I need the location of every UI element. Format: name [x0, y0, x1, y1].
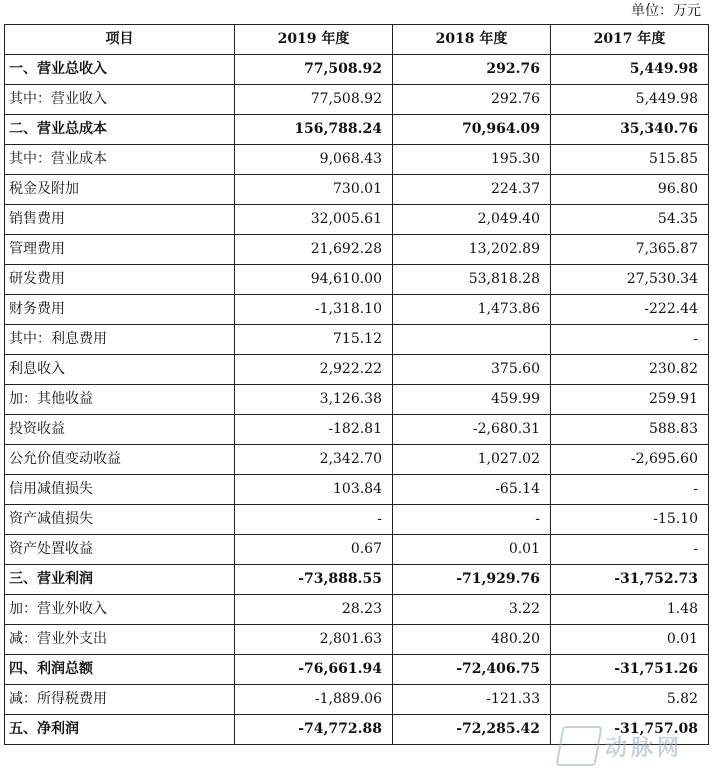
value-2018: -65.14 — [393, 475, 551, 505]
table-row — [5, 385, 709, 415]
row-label: 五、净利润 — [5, 715, 235, 745]
value-2018: 459.99 — [393, 385, 551, 415]
value-2019: 77,508.92 — [235, 55, 393, 85]
row-label: 一、营业总收入 — [5, 55, 235, 85]
value-2017: 515.85 — [551, 145, 709, 175]
value-2019: - — [235, 505, 393, 535]
value-2018: - — [393, 505, 551, 535]
table-row — [5, 565, 709, 595]
vb-logo-icon — [555, 726, 602, 766]
row-label: 加：营业外收入 — [5, 595, 235, 625]
row-label: 四、利润总额 — [5, 655, 235, 685]
row-label: 减：营业外支出 — [5, 625, 235, 655]
value-2017: 54.35 — [551, 205, 709, 235]
table-row — [5, 175, 709, 205]
value-2017: 1.48 — [551, 595, 709, 625]
value-2018: 53,818.28 — [393, 265, 551, 295]
value-2019: -1,889.06 — [235, 685, 393, 715]
row-label: 公允价值变动收益 — [5, 445, 235, 475]
watermark-text: 动脉网 — [604, 735, 683, 761]
value-2018: 224.37 — [393, 175, 551, 205]
table-row — [5, 295, 709, 325]
header-2018: 2018 年度 — [393, 25, 551, 55]
table-row — [5, 355, 709, 385]
table-body — [5, 55, 709, 745]
value-2017: 5.82 — [551, 685, 709, 715]
unit-label: 单位：万元 — [631, 3, 701, 19]
value-2019: 28.23 — [235, 595, 393, 625]
table-row — [5, 655, 709, 685]
value-2017: -15.10 — [551, 505, 709, 535]
value-2019: -76,661.94 — [235, 655, 393, 685]
table-row — [5, 205, 709, 235]
row-label: 其中：利息费用 — [5, 325, 235, 355]
table-row — [5, 325, 709, 355]
row-label: 管理费用 — [5, 235, 235, 265]
value-2017: 588.83 — [551, 415, 709, 445]
value-2018 — [393, 325, 551, 355]
row-label: 资产减值损失 — [5, 505, 235, 535]
value-2018: -2,680.31 — [393, 415, 551, 445]
value-2017: 96.80 — [551, 175, 709, 205]
value-2018: -121.33 — [393, 685, 551, 715]
row-label: 二、营业总成本 — [5, 115, 235, 145]
value-2018: 2,049.40 — [393, 205, 551, 235]
row-label: 三、营业利润 — [5, 565, 235, 595]
value-2019: 715.12 — [235, 325, 393, 355]
value-2017: - — [551, 475, 709, 505]
value-2018: -71,929.76 — [393, 565, 551, 595]
table-row — [5, 265, 709, 295]
row-label: 其中：营业收入 — [5, 85, 235, 115]
value-2017: -31,751.26 — [551, 655, 709, 685]
table-row — [5, 235, 709, 265]
value-2019: 156,788.24 — [235, 115, 393, 145]
value-2018: 3.22 — [393, 595, 551, 625]
table-row — [5, 85, 709, 115]
row-label: 财务费用 — [5, 295, 235, 325]
value-2018: 375.60 — [393, 355, 551, 385]
table-row — [5, 535, 709, 565]
value-2019: 730.01 — [235, 175, 393, 205]
value-2019: 0.67 — [235, 535, 393, 565]
value-2018: 1,027.02 — [393, 445, 551, 475]
value-2019: 21,692.28 — [235, 235, 393, 265]
value-2017: -2,695.60 — [551, 445, 709, 475]
value-2019: 103.84 — [235, 475, 393, 505]
value-2017: 35,340.76 — [551, 115, 709, 145]
table-row — [5, 115, 709, 145]
row-label: 其中：营业成本 — [5, 145, 235, 175]
value-2019: 2,801.63 — [235, 625, 393, 655]
row-label: 加：其他收益 — [5, 385, 235, 415]
value-2019: 3,126.38 — [235, 385, 393, 415]
value-2018: 13,202.89 — [393, 235, 551, 265]
value-2018: 480.20 — [393, 625, 551, 655]
value-2018: 70,964.09 — [393, 115, 551, 145]
table-row — [5, 55, 709, 85]
income-statement-table — [4, 24, 709, 745]
value-2017: 5,449.98 — [551, 85, 709, 115]
row-label: 信用减值损失 — [5, 475, 235, 505]
value-2018: 195.30 — [393, 145, 551, 175]
value-2017: -31,752.73 — [551, 565, 709, 595]
value-2017: 0.01 — [551, 625, 709, 655]
table-row — [5, 415, 709, 445]
header-item: 项目 — [5, 25, 235, 55]
value-2017: 27,530.34 — [551, 265, 709, 295]
value-2019: 94,610.00 — [235, 265, 393, 295]
value-2019: -182.81 — [235, 415, 393, 445]
row-label: 销售费用 — [5, 205, 235, 235]
row-label: 投资收益 — [5, 415, 235, 445]
table-row — [5, 145, 709, 175]
row-label: 研发费用 — [5, 265, 235, 295]
value-2019: 2,342.70 — [235, 445, 393, 475]
value-2017: 259.91 — [551, 385, 709, 415]
value-2019: -73,888.55 — [235, 565, 393, 595]
value-2017: -222.44 — [551, 295, 709, 325]
value-2019: -74,772.88 — [235, 715, 393, 745]
value-2018: -72,406.75 — [393, 655, 551, 685]
table-row — [5, 625, 709, 655]
value-2019: 9,068.43 — [235, 145, 393, 175]
header-2017: 2017 年度 — [551, 25, 709, 55]
row-label: 利息收入 — [5, 355, 235, 385]
table-row — [5, 685, 709, 715]
value-2019: 2,922.22 — [235, 355, 393, 385]
value-2017: 5,449.98 — [551, 55, 709, 85]
header-2019: 2019 年度 — [235, 25, 393, 55]
watermark — [559, 726, 683, 766]
value-2018: 292.76 — [393, 55, 551, 85]
value-2018: 1,473.86 — [393, 295, 551, 325]
value-2019: 77,508.92 — [235, 85, 393, 115]
value-2018: 292.76 — [393, 85, 551, 115]
value-2019: 32,005.61 — [235, 205, 393, 235]
value-2017: - — [551, 535, 709, 565]
value-2017: 230.82 — [551, 355, 709, 385]
value-2017: -31,757.08 — [551, 715, 709, 745]
table-row — [5, 475, 709, 505]
table-row — [5, 595, 709, 625]
table-row — [5, 445, 709, 475]
table-row — [5, 505, 709, 535]
row-label: 减：所得税费用 — [5, 685, 235, 715]
value-2017: 7,365.87 — [551, 235, 709, 265]
value-2018: -72,285.42 — [393, 715, 551, 745]
row-label: 资产处置收益 — [5, 535, 235, 565]
value-2018: 0.01 — [393, 535, 551, 565]
value-2017: - — [551, 325, 709, 355]
value-2019: -1,318.10 — [235, 295, 393, 325]
table-header-row — [5, 25, 709, 55]
row-label: 税金及附加 — [5, 175, 235, 205]
